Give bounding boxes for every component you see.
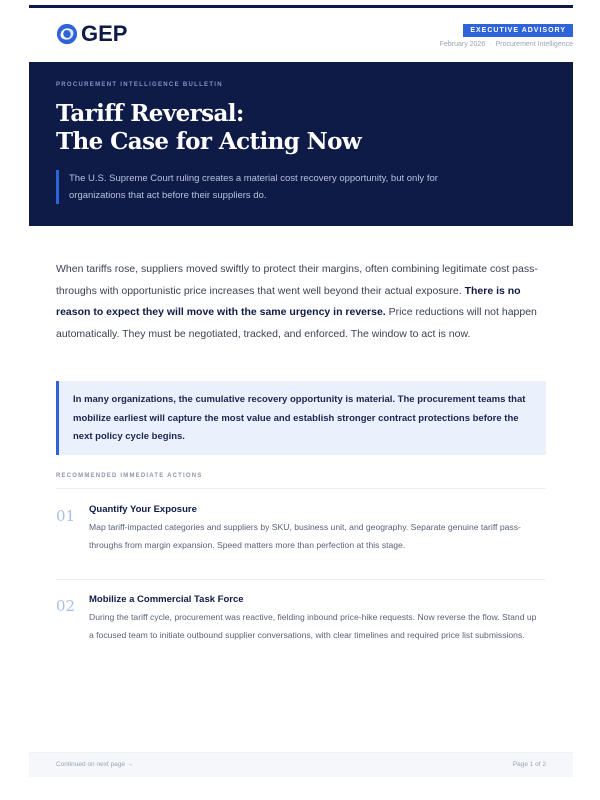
logo-text: GEP (81, 21, 128, 46)
issue-category: Procurement Intelligence (495, 41, 573, 48)
action-number: 02 (56, 597, 76, 615)
page-title (56, 100, 361, 156)
action-body: During the tariff cycle, procurement was reactive, fielding inbound price-hike requests. Now reverse the flow. Stand up a focused team to initiate outbound supplier conversations, with clear timelines and required price list submissions. (89, 612, 537, 640)
section-divider (56, 488, 546, 489)
callout-box (56, 381, 546, 455)
header (29, 8, 573, 62)
page-number: Page 1 of 2 (512, 761, 546, 768)
intro-text-part2: Price reductions will not happen automatically. They must be negotiated, tracked, and enforced. The window to act is now. (56, 306, 537, 340)
hero-banner (29, 62, 573, 226)
hero-eyebrow: PROCUREMENT INTELLIGENCE BULLETIN (56, 82, 223, 88)
page-footer (29, 752, 573, 777)
action-title: Mobilize a Commercial Task Force (89, 594, 244, 605)
hero-summary-quote: The U.S. Supreme Court ruling creates a material cost recovery opportunity, but only for organizations that act before their suppliers do. (56, 170, 469, 204)
intro-text-part1: When tariffs rose, suppliers moved swiftly to protect their margins, often combining legitimate cost pass-throughs with opportunistic price increases that went well beyond their actual exposure. (56, 263, 538, 297)
title-line-2: The Case for Acting Now (56, 128, 362, 155)
actions-section-label: RECOMMENDED IMMEDIATE ACTIONS (56, 473, 203, 479)
intro-paragraph (56, 259, 546, 345)
action-title: Quantify Your Exposure (89, 504, 197, 515)
title-line-1: Tariff Reversal: (56, 100, 244, 127)
callout-text: In many organizations, the cumulative recovery opportunity is material. The procurement teams that mobilize earliest will capture the most value and establish stronger contract protections before the next policy cycle begins. (73, 394, 526, 442)
gep-swirl-logo-icon (56, 23, 78, 45)
issue-date: February 2026 (439, 41, 486, 48)
continued-link[interactable]: Continued on next page → (56, 761, 134, 768)
header-meta (440, 41, 573, 48)
gep-logo (56, 23, 127, 45)
action-body: Map tariff-impacted categories and suppliers by SKU, business unit, and geography. Separate genuine tariff pass-throughs from margin expansion. Speed matters more than perfection at this stage. (89, 522, 521, 550)
action-number: 01 (56, 507, 76, 525)
meta-separator: · (489, 41, 492, 48)
intro-emphasis: There is no reason to expect they will move with the same urgency in reverse. (56, 284, 521, 318)
action-divider (56, 579, 546, 580)
executive-advisory-badge: EXECUTIVE ADVISORY (463, 24, 573, 37)
